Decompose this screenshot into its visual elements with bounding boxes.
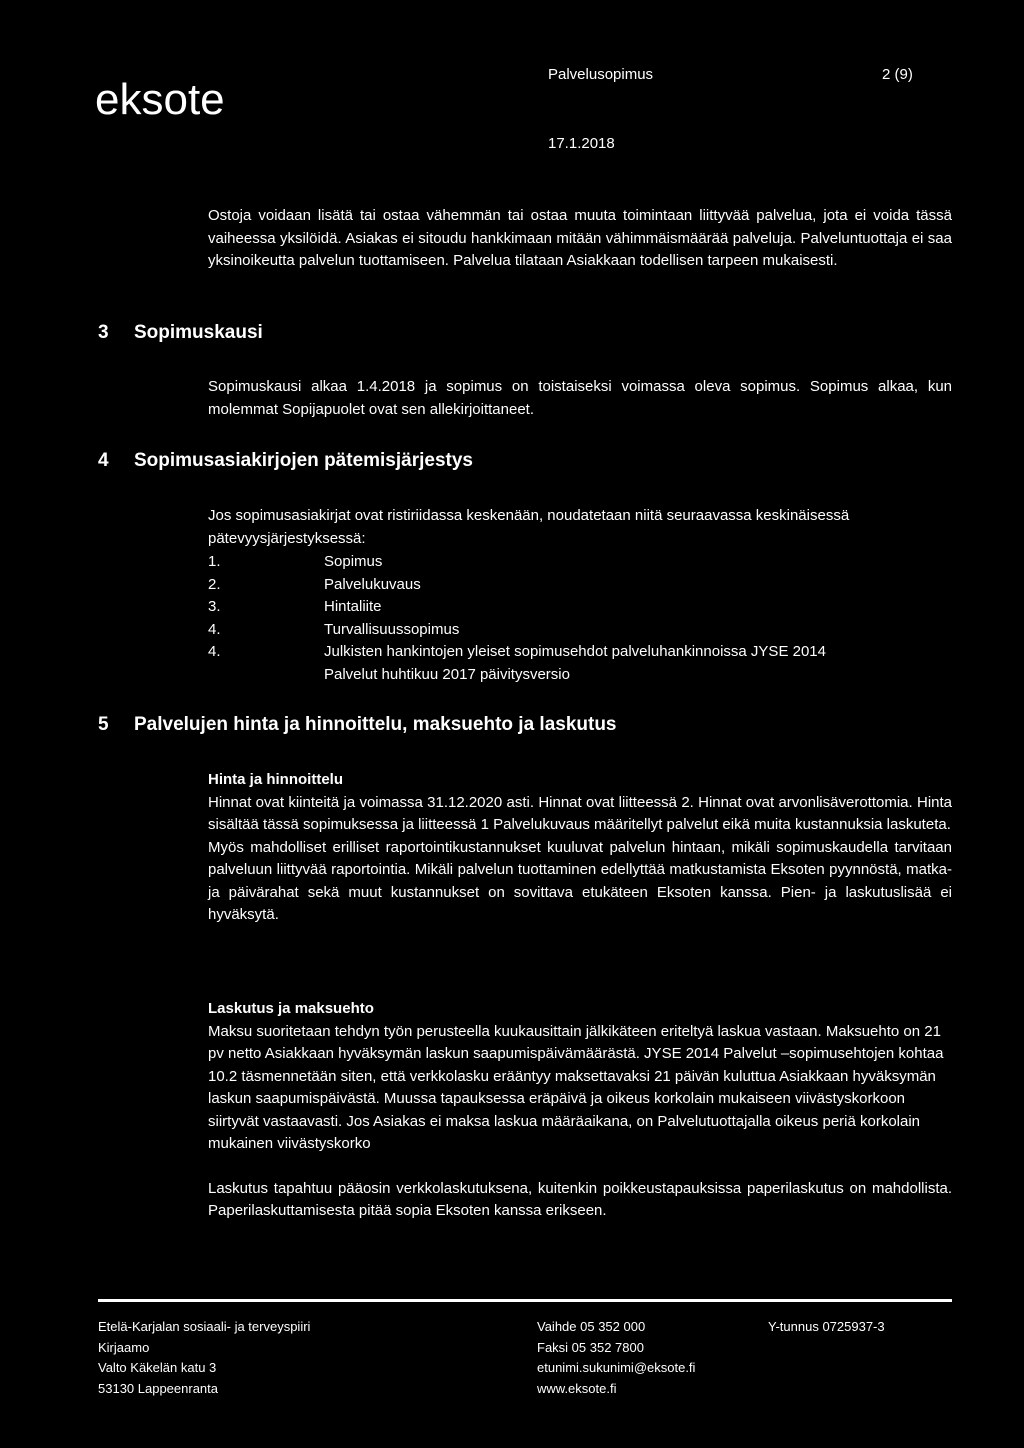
list-item-text: Hintaliite bbox=[324, 598, 382, 615]
list-item-text: Sopimus bbox=[324, 553, 383, 570]
section-4-title: Sopimusasiakirjojen pätemisjärjestys bbox=[134, 450, 473, 471]
section-5-number: 5 bbox=[98, 714, 109, 735]
footer-divider bbox=[98, 1299, 952, 1302]
document-date: 17.1.2018 bbox=[548, 135, 615, 152]
list-item bbox=[208, 596, 952, 619]
list-item bbox=[208, 619, 952, 642]
eksote-logo: eksote bbox=[95, 75, 225, 124]
pricing-block bbox=[208, 769, 952, 927]
section-3-title: Sopimuskausi bbox=[134, 322, 263, 343]
section-3-number: 3 bbox=[98, 322, 109, 343]
page-number: 2 (9) bbox=[882, 66, 913, 83]
footer-email: etunimi.sukunimi@eksote.fi bbox=[537, 1360, 696, 1375]
section-3-body bbox=[208, 376, 952, 421]
billing-subtitle: Laskutus ja maksuehto bbox=[208, 1000, 374, 1017]
pricing-subtitle: Hinta ja hinnoittelu bbox=[208, 771, 343, 788]
billing-block bbox=[208, 998, 952, 1223]
section-5-title: Palvelujen hinta ja hinnoittelu, maksuehto ja laskutus bbox=[134, 714, 617, 735]
pricing-paragraph-2: Myös mahdolliset erilliset raportointikustannukset kuuluvat palvelun hintaan, mikäli sopimuskaudella tarvitaan palveluun liittyvää raportointia. Mikäli palvelun tuottaminen edellyttää matkustamista Eksoten pyynnöstä, matka- ja päivärahat sekä muut kustannukset on sovittava etukäteen Eksoten kanssa. Pien- ja laskutuslisää ei hyväksytä. bbox=[208, 838, 952, 923]
billing-paragraph-2: Laskutus tapahtuu pääosin verkkolaskutuksena, kuitenkin poikkeustapauksissa paperilaskutus on mahdollista. Paperilaskuttamisesta pitää sopia Eksoten kanssa erikseen. bbox=[208, 1179, 952, 1219]
footer-phone: Vaihde 05 352 000 bbox=[537, 1319, 646, 1334]
list-item-number: 4. bbox=[208, 643, 221, 660]
list-item bbox=[208, 641, 952, 686]
section-4-heading bbox=[98, 451, 473, 470]
list-item bbox=[208, 551, 952, 574]
billing-paragraph-1: Maksu suoritetaan tehdyn työn perusteella kuukausittain jälkikäteen eriteltyä laskua vastaan. Maksuehto on 21 pv netto Asiakkaan hyväksymän laskun saapumispäivämäärästä. JYSE 2014 Palvelut –sopimusehtojen kohtaa 10.2 täsmennetään siten, että verkkolasku erääntyy maksettavaksi 21 päivän kuluttua Asiakkaan hyväksymän laskun saapumispäivästä. Muussa tapauksessa eräpäivä ja oikeus korkolain mukaiseen viivästyskorkoon siirtyvät vastaavasti. Jos Asiakas ei maksa laskua määräaikana, on Palvelutuottajalla oikeus periä korkolain mukainen viivästyskorko bbox=[208, 1022, 944, 1152]
document-title: Palvelusopimus bbox=[548, 66, 654, 83]
list-item bbox=[208, 574, 952, 597]
intro-paragraph bbox=[208, 205, 952, 273]
footer-website: www.eksote.fi bbox=[537, 1380, 617, 1396]
footer-org-name: Etelä-Karjalan sosiaali- ja terveyspiiri bbox=[98, 1319, 311, 1334]
footer-fax: Faksi 05 352 7800 bbox=[537, 1339, 644, 1355]
list-item-number: 1. bbox=[208, 553, 221, 570]
section-4-intro-text: Jos sopimusasiakirjat ovat ristiriidassa keskenään, noudatetaan niitä seuraavassa keskinäisessä pätevyysjärjestyksessä: bbox=[208, 507, 850, 547]
list-item-number: 2. bbox=[208, 575, 221, 593]
section-3-text: Sopimuskausi alkaa 1.4.2018 ja sopimus on toistaiseksi voimassa oleva sopimus. Sopimus alkaa, kun molemmat Sopijapuolet ovat sen allekirjoittaneet. bbox=[208, 378, 952, 418]
precedence-list bbox=[208, 551, 952, 686]
pricing-paragraph-1: Hinnat ovat kiinteitä ja voimassa 31.12.2020 asti. Hinnat ovat liitteessä 2. Hinnat ovat arvonlisäverottomia. Hinta sisältää tässä sopimuksessa ja liitteessä 1 Palvelukuvaus määritellyt palvelut eikä muita kustannuksia laskuteta. bbox=[208, 793, 952, 833]
section-4-intro bbox=[208, 505, 952, 550]
footer-office: Kirjaamo bbox=[98, 1339, 150, 1355]
section-5-heading bbox=[98, 715, 617, 734]
footer-business-id bbox=[768, 1317, 885, 1338]
list-item-text-line2: Palvelut huhtikuu 2017 päivitysversio bbox=[324, 665, 570, 683]
footer-city: 53130 Lappeenranta bbox=[98, 1380, 219, 1396]
list-item-number: 4. bbox=[208, 620, 221, 638]
section-4-number: 4 bbox=[98, 450, 109, 471]
footer-street: Valto Käkelän katu 3 bbox=[98, 1360, 217, 1375]
footer-contacts bbox=[537, 1317, 695, 1399]
list-item-text: Julkisten hankintojen yleiset sopimusehdot palveluhankinnoissa JYSE 2014 bbox=[324, 643, 826, 660]
list-item-text: Palvelukuvaus bbox=[324, 575, 421, 593]
footer-address bbox=[98, 1317, 310, 1399]
list-item-text: Turvallisuussopimus bbox=[324, 620, 460, 638]
section-3-heading bbox=[98, 323, 263, 342]
list-item-number: 3. bbox=[208, 598, 221, 615]
intro-text: Ostoja voidaan lisätä tai ostaa vähemmän tai ostaa muuta toimintaan liittyvää palvelua, jota ei voida tässä vaiheessa yksilöidä. Asiakas ei sitoudu hankkimaan mitään vähimmäismäärää palveluja. Palveluntuottaja ei saa yksinoikeutta palvelun tuottamiseen. Palvelua tilataan Asiakkaan todellisen tarpeen mukaisesti. bbox=[208, 207, 952, 269]
list-item-text-wrap bbox=[324, 641, 826, 686]
footer-y-tunnus: Y-tunnus 0725937-3 bbox=[768, 1319, 885, 1334]
